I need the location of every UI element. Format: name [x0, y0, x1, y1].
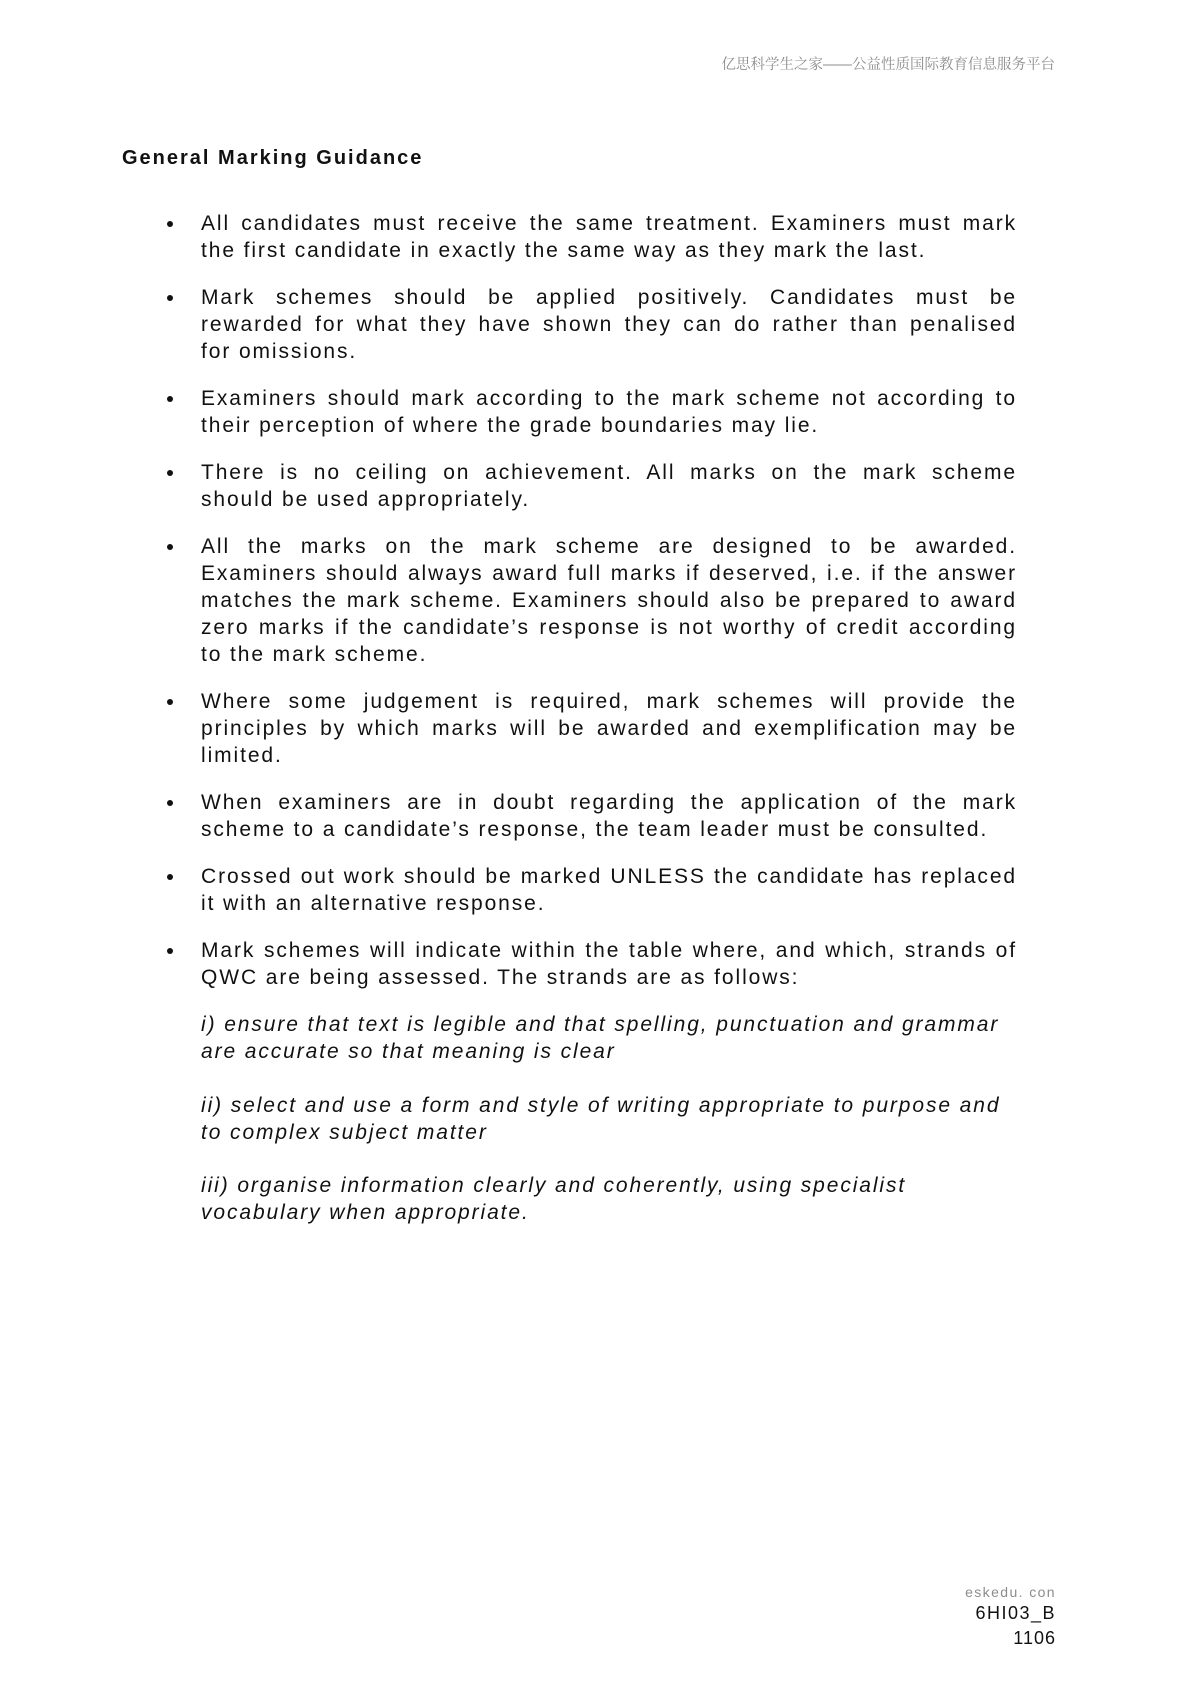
text-line: for omissions. [201, 340, 358, 363]
text-line: Examiners should mark according to the mark scheme not according to [201, 387, 1017, 410]
page-footer [965, 1582, 1056, 1652]
footer-watermark: eskedu. con [965, 1584, 1056, 1600]
text-line: rewarded for what they have shown they can do rather than penalised [201, 313, 1017, 336]
text-line: All candidates must receive the same treatment. Examiners must mark [201, 212, 1017, 235]
guidance-item [122, 688, 1022, 769]
text-line: to complex subject matter [201, 1120, 488, 1144]
guidance-item [122, 385, 1022, 439]
text-line: i) ensure that text is legible and that spelling, punctuation and grammar [201, 1013, 1000, 1036]
bullet-icon [167, 699, 173, 705]
text-line: limited. [201, 744, 283, 767]
text-line: There is no ceiling on achievement. All marks on the mark scheme [201, 461, 1017, 484]
bullet-icon [167, 544, 173, 550]
text-line: When examiners are in doubt regarding the application of the mark [201, 791, 1017, 814]
text-line: matches the mark scheme. Examiners should also be prepared to award [201, 589, 1017, 612]
guidance-list [122, 210, 1022, 991]
qwc-strands [122, 1011, 1022, 1226]
guidance-item [122, 284, 1022, 365]
main-content [122, 145, 1022, 1253]
session-code: 1106 [1013, 1628, 1056, 1648]
bullet-icon [167, 874, 173, 880]
bullet-icon [167, 948, 173, 954]
text-line: Crossed out work should be marked UNLESS the candidate has replaced [201, 865, 1017, 888]
text-line: vocabulary when appropriate. [201, 1201, 530, 1224]
qwc-strand [122, 1172, 1022, 1226]
text-line: Examiners should always award full marks if deserved, i.e. if the answer [201, 562, 1017, 585]
text-line: Where some judgement is required, mark schemes will provide the [201, 690, 1017, 713]
guidance-item [122, 863, 1022, 917]
bullet-icon [167, 800, 173, 806]
text-line: are accurate so that meaning is clear [201, 1040, 616, 1063]
text-line: All the marks on the mark scheme are designed to be awarded. [201, 535, 1017, 558]
bullet-icon [167, 396, 173, 402]
bullet-icon [167, 221, 173, 227]
bullet-icon [167, 470, 173, 476]
text-line: zero marks if the candidate’s response is not worthy of credit according [201, 616, 1017, 639]
text-line: principles by which marks will be awarded and exemplification may be [201, 717, 1017, 740]
section-heading: General Marking Guidance [122, 147, 424, 169]
text-line: the first candidate in exactly the same way as they mark the last. [201, 239, 927, 262]
text-line: ii) select and use a form and style of writing appropriate to purpose and [201, 1093, 1001, 1117]
guidance-item [122, 533, 1022, 668]
qwc-strand [122, 1011, 1022, 1065]
site-banner: 亿思科学生之家——公益性质国际教育信息服务平台 [721, 57, 1055, 73]
text-line: scheme to a candidate’s response, the team leader must be consulted. [201, 818, 989, 841]
guidance-item [122, 937, 1022, 991]
qwc-strand [122, 1092, 1022, 1146]
paper-code: 6HI03_B [975, 1603, 1056, 1623]
text-line: Mark schemes will indicate within the table where, and which, strands of [201, 939, 1017, 962]
text-line: iii) organise information clearly and coherently, using specialist [201, 1174, 907, 1197]
text-line: should be used appropriately. [201, 488, 531, 511]
text-line: QWC are being assessed. The strands are as follows: [201, 966, 800, 989]
text-line: Mark schemes should be applied positively. Candidates must be [201, 286, 1017, 309]
guidance-item [122, 459, 1022, 513]
text-line: to the mark scheme. [201, 643, 428, 666]
text-line: their perception of where the grade boundaries may lie. [201, 414, 820, 437]
guidance-item [122, 210, 1022, 264]
text-line: it with an alternative response. [201, 892, 546, 915]
bullet-icon [167, 295, 173, 301]
guidance-item [122, 789, 1022, 843]
